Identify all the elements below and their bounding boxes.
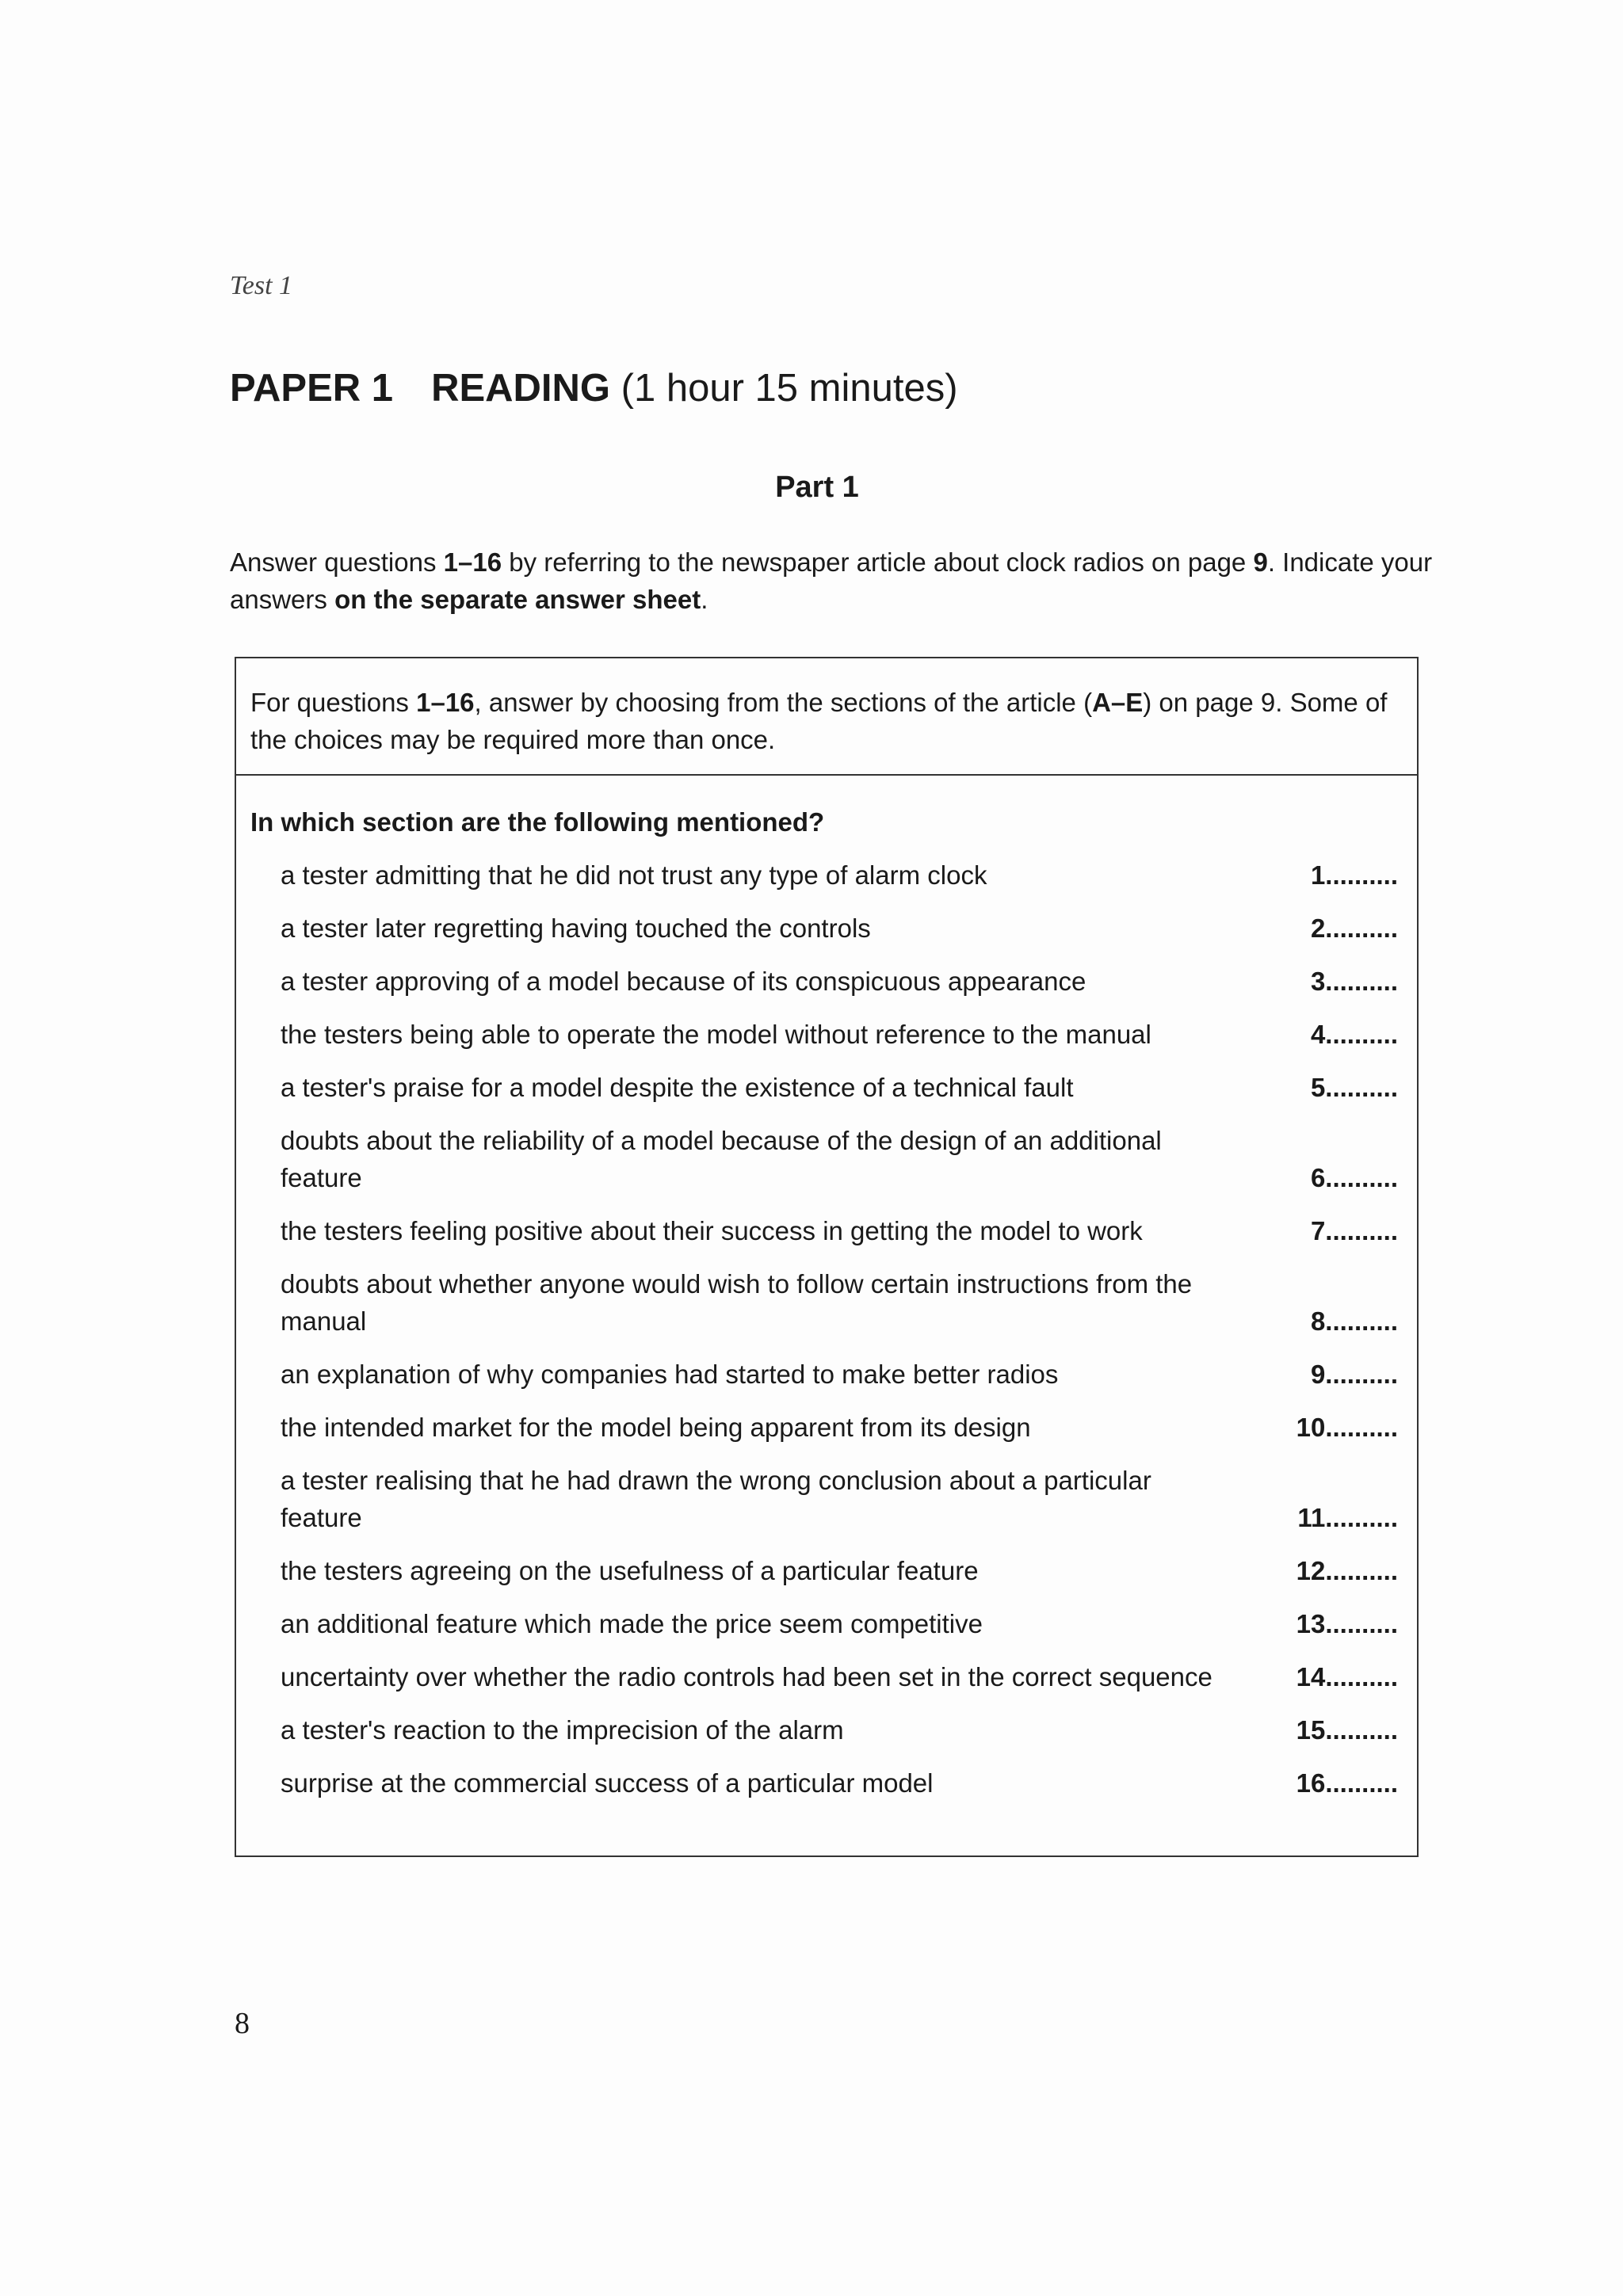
- question-item: [281, 1764, 1398, 1802]
- question-text: a tester later regretting having touched the controls: [281, 913, 871, 943]
- question-box: [235, 657, 1419, 1857]
- instructions-bold: 9: [1253, 547, 1268, 577]
- answer-slot: 12..........: [1296, 1556, 1398, 1585]
- question-item: [281, 1462, 1398, 1536]
- question-text: an explanation of why companies had started to make better radios: [281, 1360, 1059, 1389]
- box-intro-bold: 1–16: [416, 688, 475, 717]
- instructions-text: .: [701, 585, 708, 614]
- question-text: uncertainty over whether the radio controls had been set in the correct sequence: [281, 1662, 1212, 1691]
- question-text: a tester's reaction to the imprecision of the alarm: [281, 1715, 844, 1745]
- question-text: a tester approving of a model because of its conspicuous appearance: [281, 967, 1086, 996]
- question-item: [281, 856, 1398, 894]
- answer-slot: 15..........: [1296, 1715, 1398, 1745]
- answer-slot: 13..........: [1296, 1609, 1398, 1638]
- instructions-bold: on the separate answer sheet: [334, 585, 701, 614]
- question-item: [281, 1409, 1398, 1446]
- answer-slot: 9..........: [1310, 1360, 1398, 1389]
- answer-slot: 16..........: [1296, 1768, 1398, 1798]
- question-item: [281, 1016, 1398, 1053]
- answer-slot: 10..........: [1296, 1413, 1398, 1442]
- instructions-text: Answer questions: [230, 547, 444, 577]
- question-item: [281, 1069, 1398, 1106]
- question-text: the intended market for the model being apparent from its design: [281, 1413, 1031, 1442]
- question-item: [281, 1552, 1398, 1589]
- question-text: the testers being able to operate the model without reference to the manual: [281, 1020, 1151, 1049]
- paper-time: (1 hour 15 minutes): [621, 367, 958, 410]
- answer-slot: 7..........: [1310, 1216, 1398, 1245]
- question-text: an additional feature which made the price seem competitive: [281, 1609, 983, 1638]
- paper-heading: [230, 366, 958, 410]
- question-text: a tester admitting that he did not trust any type of alarm clock: [281, 860, 987, 890]
- answer-slot: 3..........: [1310, 967, 1398, 996]
- box-intro: [236, 658, 1417, 776]
- box-intro-text: ) on page 9. Some of the choices may be required more than once.: [250, 688, 1388, 754]
- question-text: doubts about whether anyone would wish to follow certain instructions from the manual: [281, 1269, 1193, 1336]
- question-item: [281, 910, 1398, 947]
- running-head: Test 1: [230, 271, 293, 300]
- instructions-text: . Indicate your answers: [230, 547, 1433, 614]
- question-item: [281, 1122, 1398, 1196]
- instructions-text: by referring to the newspaper article about clock radios on page: [502, 547, 1254, 577]
- answer-slot: 14..........: [1296, 1662, 1398, 1691]
- question-item: [281, 1212, 1398, 1249]
- answer-slot: 11..........: [1297, 1503, 1398, 1532]
- instructions-bold: 1–16: [443, 547, 502, 577]
- question-text: a tester's praise for a model despite the existence of a technical fault: [281, 1073, 1074, 1102]
- box-intro-text: For questions: [250, 688, 417, 717]
- question-text: surprise at the commercial success of a particular model: [281, 1768, 934, 1798]
- answer-slot: 6..........: [1310, 1163, 1398, 1192]
- box-question: In which section are the following mentioned?: [250, 807, 825, 837]
- question-item: [281, 1658, 1398, 1695]
- question-item: [281, 1356, 1398, 1393]
- part-title: Part 1: [775, 471, 859, 504]
- answer-slot: 4..........: [1310, 1020, 1398, 1049]
- answer-slot: 1..........: [1310, 860, 1398, 890]
- question-item: [281, 963, 1398, 1000]
- answer-slot: 5..........: [1310, 1073, 1398, 1102]
- paper-title: READING: [431, 367, 611, 410]
- question-item: [281, 1605, 1398, 1642]
- question-text: doubts about the reliability of a model because of the design of an additional feature: [281, 1126, 1162, 1192]
- paper-number: PAPER 1: [230, 367, 394, 410]
- question-item: [281, 1265, 1398, 1340]
- answer-slot: 2..........: [1310, 913, 1398, 943]
- instructions: [230, 543, 1450, 618]
- box-intro-text: , answer by choosing from the sections of the article (: [474, 688, 1093, 717]
- question-text: the testers feeling positive about their success in getting the model to work: [281, 1216, 1143, 1245]
- box-intro-bold: A–E: [1092, 688, 1144, 717]
- question-text: the testers agreeing on the usefulness of a particular feature: [281, 1556, 979, 1585]
- answer-slot: 8..........: [1310, 1306, 1398, 1336]
- page-number: 8: [235, 2007, 250, 2040]
- question-item: [281, 1711, 1398, 1749]
- question-list: [281, 856, 1398, 1817]
- question-text: a tester realising that he had drawn the wrong conclusion about a particular feature: [281, 1466, 1151, 1532]
